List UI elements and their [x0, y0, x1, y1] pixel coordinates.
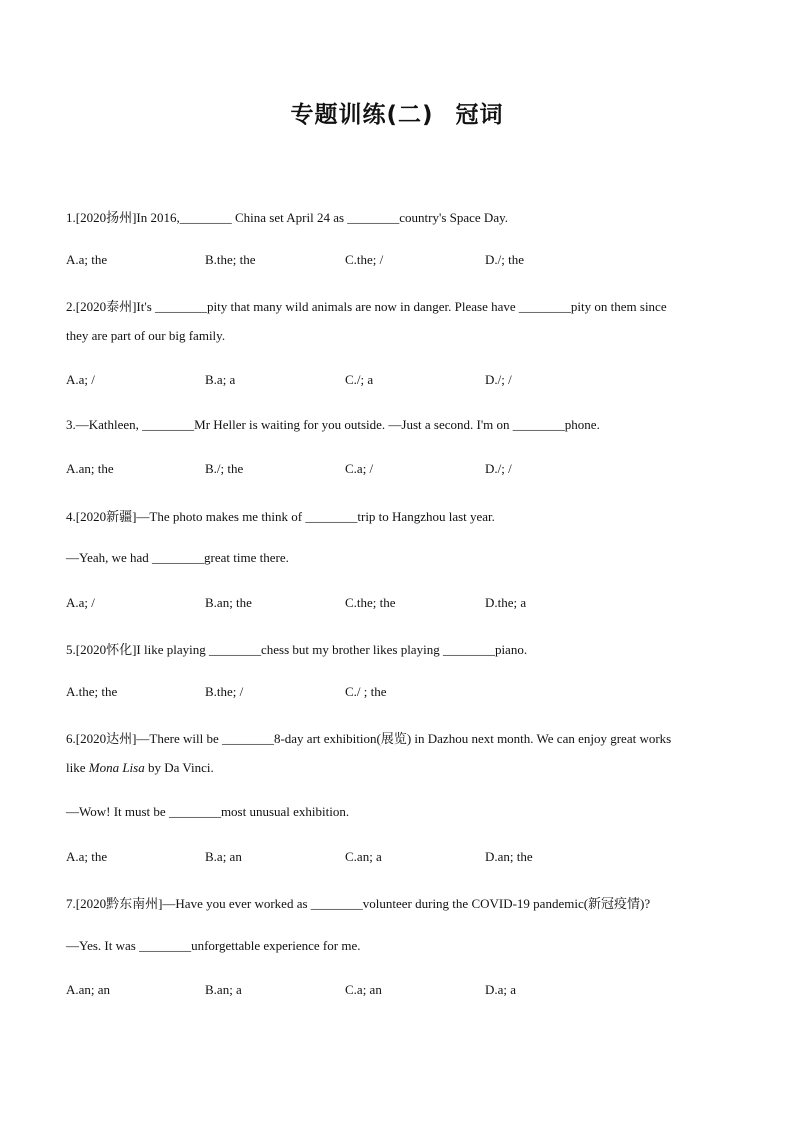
- option-b[interactable]: B.an; a: [205, 982, 242, 997]
- text: by Da Vinci.: [144, 760, 214, 775]
- artwork-title: Mona Lisa: [88, 760, 145, 775]
- option-d[interactable]: D.the; a: [485, 595, 527, 610]
- title-main: 专题训练(二): [290, 102, 434, 128]
- page-title: [0, 96, 794, 129]
- option-c[interactable]: C./; a: [345, 372, 374, 387]
- question-7-text: 7.[2020黔东南州]—Have you ever worked as ________volunteer during the COVID-19 pandemic(新冠疫情)?: [66, 896, 651, 911]
- question-1-text: 1.[2020扬州]In 2016,________ China set April 24 as ________country's Space Day.: [66, 210, 509, 225]
- option-c[interactable]: C.the; /: [345, 252, 384, 267]
- option-d[interactable]: D.a; a: [485, 982, 517, 997]
- text: like: [66, 760, 89, 775]
- option-b[interactable]: B.a; a: [205, 372, 236, 387]
- option-b[interactable]: B./; the: [205, 461, 244, 476]
- question-5-text: 5.[2020怀化]I like playing ________chess but my brother likes playing ________piano.: [66, 642, 528, 657]
- question-6-text: 6.[2020达州]—There will be ________8-day art exhibition(展览) in Dazhou next month. We can enjoy great works: [66, 731, 672, 746]
- option-c[interactable]: C.the; the: [345, 595, 396, 610]
- question-4-text-cont: —Yeah, we had ________great time there.: [66, 550, 289, 565]
- option-c[interactable]: C.a; an: [345, 982, 382, 997]
- question-7-text-cont: —Yes. It was ________unforgettable experience for me.: [66, 938, 361, 953]
- option-a[interactable]: A.a; the: [66, 849, 108, 864]
- option-c[interactable]: C.an; a: [345, 849, 382, 864]
- question-6-reply: —Wow! It must be ________most unusual exhibition.: [66, 804, 350, 819]
- option-a[interactable]: A.a; /: [66, 595, 95, 610]
- option-d[interactable]: D./; the: [485, 252, 524, 267]
- question-2-text: 2.[2020泰州]It's ________pity that many wild animals are now in danger. Please have ________pity on them since: [66, 299, 667, 314]
- option-a[interactable]: A.an; an: [66, 982, 111, 997]
- option-c[interactable]: C.a; /: [345, 461, 374, 476]
- option-a[interactable]: A.the; the: [66, 684, 118, 699]
- option-b[interactable]: B.a; an: [205, 849, 242, 864]
- option-b[interactable]: B.an; the: [205, 595, 252, 610]
- question-2-text-cont: they are part of our big family.: [66, 328, 226, 343]
- title-sub: 冠词: [455, 102, 504, 128]
- option-d[interactable]: D.an; the: [485, 849, 533, 864]
- option-b[interactable]: B.the; /: [205, 684, 244, 699]
- question-4-text: 4.[2020新疆]—The photo makes me think of ________trip to Hangzhou last year.: [66, 509, 495, 524]
- option-b[interactable]: B.the; the: [205, 252, 256, 267]
- option-d[interactable]: D./; /: [485, 461, 512, 476]
- option-c[interactable]: C./ ; the: [345, 684, 387, 699]
- option-a[interactable]: A.a; the: [66, 252, 108, 267]
- option-a[interactable]: A.an; the: [66, 461, 114, 476]
- question-6-text-cont: [66, 760, 214, 776]
- question-3-text: 3.—Kathleen, ________Mr Heller is waiting for you outside. —Just a second. I'm on ________phone.: [66, 417, 600, 432]
- option-d[interactable]: D./; /: [485, 372, 512, 387]
- option-a[interactable]: A.a; /: [66, 372, 95, 387]
